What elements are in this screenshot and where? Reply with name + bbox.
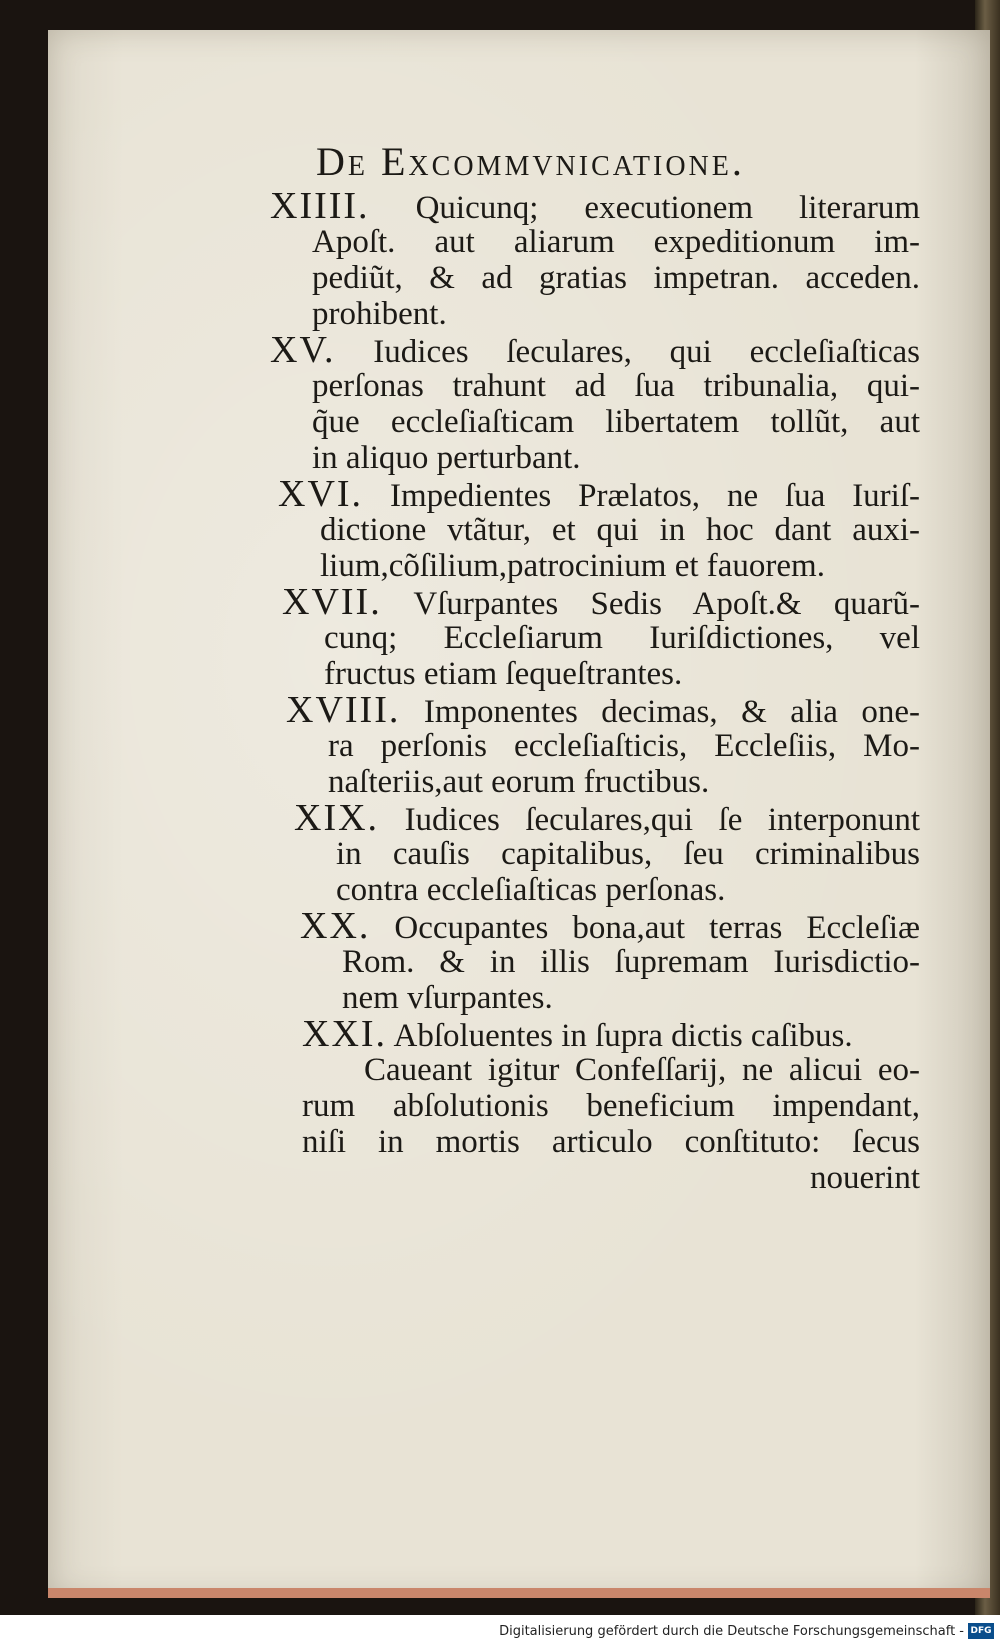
entry-text: Iudices ſeculares,qui ſe interponunt [404,802,920,838]
footer-credit: Digitalisierung gefördert durch die Deutsche Forschungsgemeinschaft - [499,1624,964,1639]
dfg-logo: DFG [968,1623,994,1639]
entry-numeral: XXI. [302,1013,388,1055]
entry-line: in aliquo perturbant. [312,440,581,476]
closing-line: niſi in mortis articulo conſtituto: ſecus [302,1124,920,1160]
excommunication-entry [270,905,920,1016]
entry-line: naſteriis,aut eorum fructibus. [328,764,710,800]
excommunication-entry [270,797,920,908]
entry-numeral: XVII. [282,581,382,623]
entry-line: perſonas trahunt ad ſua tribunalia, qui- [312,368,920,404]
entry-line [278,473,921,515]
entry-text: Abſoluentes in ſupra dictis caſibus. [393,1018,853,1054]
entry-line: lium,cõſilium,patrocinium et fauorem. [320,548,825,584]
text-block [270,185,921,1196]
excommunication-entry [270,1013,920,1055]
closing-line: Caueant igitur Confeſſarij, ne alicui eo- [364,1052,920,1088]
entry-line: prohibent. [312,296,447,332]
entry-numeral: XX. [300,905,371,947]
excommunication-entry [270,473,921,584]
entry-numeral: XVIII. [286,689,401,731]
entry-text: Impedientes Prælatos, ne ſua Iuriſ- [389,478,921,514]
entry-line: cunq; Eccleſiarum Iuriſdictiones, vel [324,620,920,656]
entry-line [270,329,921,371]
excommunication-entry [270,329,921,476]
entry-text: Quicunq; executionem literarum [415,190,921,226]
entry-line: contra eccleſiaſticas perſonas. [336,872,726,908]
entry-line: Rom. & in illis ſupremam Iurisdictio- [342,944,920,980]
entry-line: in cauſis capitalibus, ſeu criminalibus [336,836,920,872]
catchword: nouerint [810,1160,920,1196]
excommunication-entry [270,581,920,692]
entry-line [270,185,921,227]
entry-numeral: XIX. [294,797,380,839]
entry-numeral: XVI. [278,473,364,515]
entry-line [300,905,920,947]
entry-text: Imponentes decimas, & alia one- [423,694,920,730]
closing-paragraph [270,1052,920,1196]
entry-line [294,797,920,839]
entry-text: Occupantes bona,aut terras Eccleſiæ [394,910,920,946]
excommunication-entry [270,689,920,800]
entry-line: q̃ue eccleſiaſticam libertatem tollũt, aut [312,404,920,440]
entry-line: Apoſt. aut aliarum expeditionum im- [312,224,920,260]
entry-line [302,1013,920,1055]
entry-numeral: XIIII. [270,185,370,227]
excommunication-entry [270,185,921,332]
entry-line: fructus etiam ſequeſtrantes. [324,656,683,692]
footer-bar [0,1615,1000,1649]
entry-text: Vſurpantes Sedis Apoſt.& quarũ- [413,586,920,622]
entry-line [282,581,920,623]
entry-line: pediũt, & ad gratias impetran. acceden. [312,260,920,296]
entry-line: nem vſurpantes. [342,980,553,1016]
entry-numeral: XV. [270,329,336,371]
entry-line: ra perſonis eccleſiaſticis, Eccleſiis, Mo- [328,728,920,764]
entry-line: dictione vtãtur, et qui in hoc dant auxi- [320,512,920,548]
entry-line [286,689,920,731]
running-head: De Excommvnicatione. [316,139,745,184]
entry-text: Iudices ſeculares, qui eccleſiaſticas [373,334,921,370]
closing-line: rum abſolutionis beneficium impendant, [302,1088,920,1124]
